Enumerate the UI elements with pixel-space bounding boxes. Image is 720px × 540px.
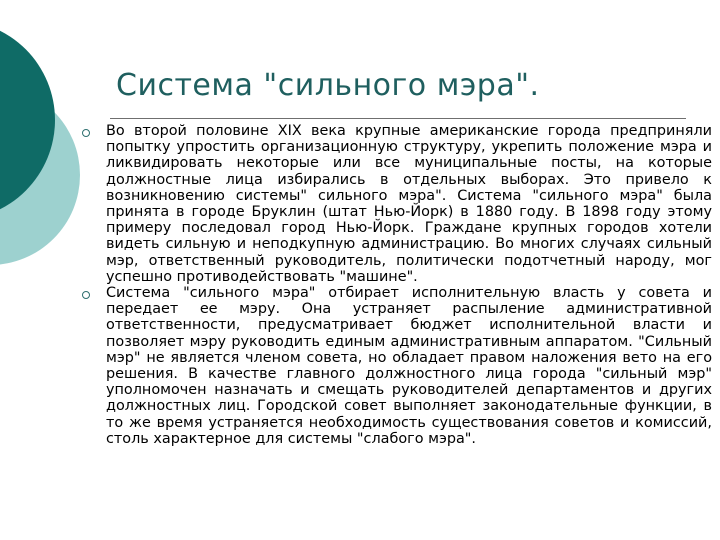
slide-title: Система "сильного мэра". (116, 68, 540, 103)
bullet-item-2 (82, 285, 712, 447)
bullet-text-1: Во второй половине XIX века крупные американские города предприняли попытку упростить организационную структуру, укрепить положение мэра и ликвидировать некоторые или все муниципальные посты, на которые должностные лица избирались в отдельных выборах. Это привело к возникновению системы" сильного мэра". Система "сильного мэра" была принята в городе Бруклин (штат Нью-Йорк) в 1880 году. В 1898 году этому примеру последовал город Нью-Йорк. Граждане крупных городов хотели видеть сильную и неподкупную администрацию. Во многих случаях сильный мэр, ответственный руководитель, политически подотчетный народу, мог успешно противодействовать "машине". (106, 123, 712, 285)
hollow-circle-bullet-icon (82, 291, 90, 299)
hollow-circle-bullet-icon (82, 129, 90, 137)
bullet-list (82, 123, 712, 447)
title-underline (110, 118, 686, 119)
bullet-item-1 (82, 123, 712, 285)
bullet-text-2: Система "сильного мэра" отбирает исполнительную власть у совета и передает ее мэру. Она устраняет распыление административной ответственности, предусматривает бюджет исполнительной власти и позволяет мэру руководить единым административным аппаратом. "Сильный мэр" не является членом совета, но обладает правом наложения вето на его решения. В качестве главного должностного лица города "сильный мэр" уполномочен назначать и смещать руководителей департаментов и других должностных лиц. Городской совет выполняет законодательные функции, в то же время устраняется необходимость существования советов и комиссий, столь характерное для системы "слабого мэра". (106, 285, 712, 447)
